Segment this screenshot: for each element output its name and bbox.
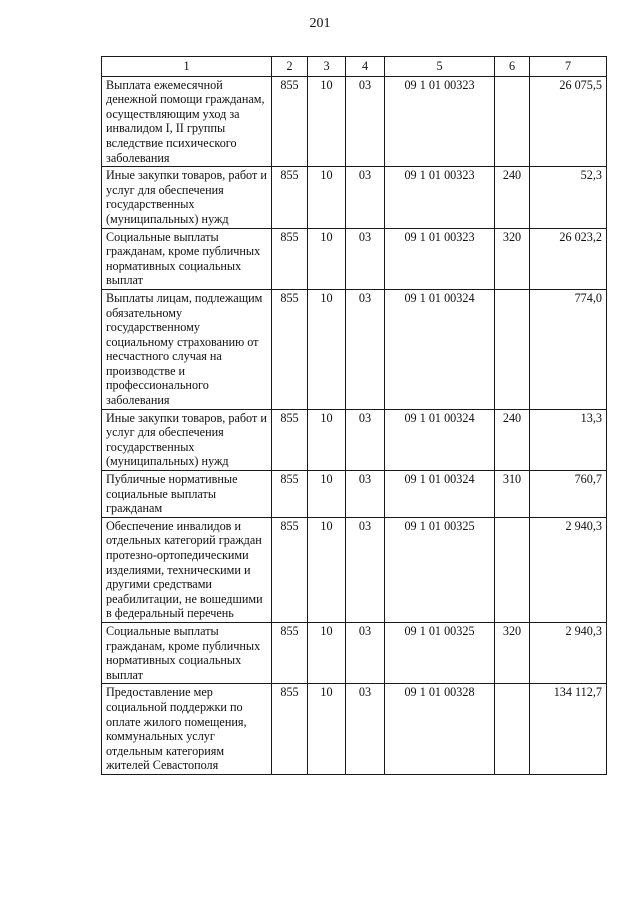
- subsection-code: 03: [346, 684, 385, 775]
- expense-type-code: 240: [495, 167, 530, 228]
- section-code: 10: [308, 409, 346, 470]
- expense-type-code: [495, 684, 530, 775]
- subsection-code: 03: [346, 76, 385, 167]
- ministry-code: 855: [272, 409, 308, 470]
- item-name: Иные закупки товаров, работ и услуг для обеспечения государственных (муниципальных) нужд: [102, 409, 272, 470]
- header-cell: 1: [102, 57, 272, 77]
- expense-type-code: [495, 76, 530, 167]
- expense-type-code: 310: [495, 471, 530, 518]
- ministry-code: 855: [272, 471, 308, 518]
- header-row: [102, 57, 607, 77]
- table-row: [102, 684, 607, 775]
- target-article-code: 09 1 01 00328: [385, 684, 495, 775]
- ministry-code: 855: [272, 76, 308, 167]
- section-code: 10: [308, 517, 346, 622]
- subsection-code: 03: [346, 228, 385, 289]
- target-article-code: 09 1 01 00323: [385, 167, 495, 228]
- subsection-code: 03: [346, 471, 385, 518]
- ministry-code: 855: [272, 228, 308, 289]
- subsection-code: 03: [346, 517, 385, 622]
- ministry-code: 855: [272, 289, 308, 409]
- target-article-code: 09 1 01 00325: [385, 622, 495, 683]
- amount: 760,7: [530, 471, 607, 518]
- amount: 26 075,5: [530, 76, 607, 167]
- subsection-code: 03: [346, 167, 385, 228]
- expense-type-code: [495, 289, 530, 409]
- section-code: 10: [308, 228, 346, 289]
- amount: 2 940,3: [530, 622, 607, 683]
- target-article-code: 09 1 01 00324: [385, 471, 495, 518]
- subsection-code: 03: [346, 289, 385, 409]
- header-cell: 3: [308, 57, 346, 77]
- ministry-code: 855: [272, 622, 308, 683]
- target-article-code: 09 1 01 00324: [385, 409, 495, 470]
- item-name: Выплата ежемесячной денежной помощи гражданам, осуществляющим уход за инвалидом I, II группы вследствие психического заболевания: [102, 76, 272, 167]
- subsection-code: 03: [346, 622, 385, 683]
- item-name: Социальные выплаты гражданам, кроме публичных нормативных социальных выплат: [102, 622, 272, 683]
- subsection-code: 03: [346, 409, 385, 470]
- expense-type-code: [495, 517, 530, 622]
- amount: 774,0: [530, 289, 607, 409]
- section-code: 10: [308, 471, 346, 518]
- section-code: 10: [308, 167, 346, 228]
- budget-table: [101, 56, 607, 775]
- ministry-code: 855: [272, 167, 308, 228]
- amount: 2 940,3: [530, 517, 607, 622]
- table-row: [102, 409, 607, 470]
- section-code: 10: [308, 622, 346, 683]
- expense-type-code: 320: [495, 228, 530, 289]
- amount: 52,3: [530, 167, 607, 228]
- expense-type-code: 320: [495, 622, 530, 683]
- header-cell: 6: [495, 57, 530, 77]
- amount: 134 112,7: [530, 684, 607, 775]
- table-row: [102, 471, 607, 518]
- item-name: Публичные нормативные социальные выплаты гражданам: [102, 471, 272, 518]
- amount: 13,3: [530, 409, 607, 470]
- table-row: [102, 517, 607, 622]
- expense-type-code: 240: [495, 409, 530, 470]
- ministry-code: 855: [272, 517, 308, 622]
- table-row: [102, 76, 607, 167]
- page-number: 201: [309, 16, 331, 31]
- header-cell: 4: [346, 57, 385, 77]
- item-name: Социальные выплаты гражданам, кроме публичных нормативных социальных выплат: [102, 228, 272, 289]
- item-name: Обеспечение инвалидов и отдельных категорий граждан протезно-ортопедическими изделиями, техническими и другими средствами реабилитации, не вошедшими в федеральный перечень: [102, 517, 272, 622]
- item-name: Выплаты лицам, подлежащим обязательному государственному социальному страхованию от несчастного случая на производстве и профессионального заболевания: [102, 289, 272, 409]
- section-code: 10: [308, 76, 346, 167]
- header-cell: 2: [272, 57, 308, 77]
- table-row: [102, 228, 607, 289]
- ministry-code: 855: [272, 684, 308, 775]
- amount: 26 023,2: [530, 228, 607, 289]
- header-cell: 7: [530, 57, 607, 77]
- target-article-code: 09 1 01 00323: [385, 228, 495, 289]
- header-cell: 5: [385, 57, 495, 77]
- table-row: [102, 167, 607, 228]
- target-article-code: 09 1 01 00325: [385, 517, 495, 622]
- target-article-code: 09 1 01 00324: [385, 289, 495, 409]
- table-row: [102, 289, 607, 409]
- target-article-code: 09 1 01 00323: [385, 76, 495, 167]
- section-code: 10: [308, 289, 346, 409]
- item-name: Предоставление мер социальной поддержки по оплате жилого помещения, коммунальных услуг отдельным категориям жителей Севастополя: [102, 684, 272, 775]
- item-name: Иные закупки товаров, работ и услуг для обеспечения государственных (муниципальных) нужд: [102, 167, 272, 228]
- table-row: [102, 622, 607, 683]
- section-code: 10: [308, 684, 346, 775]
